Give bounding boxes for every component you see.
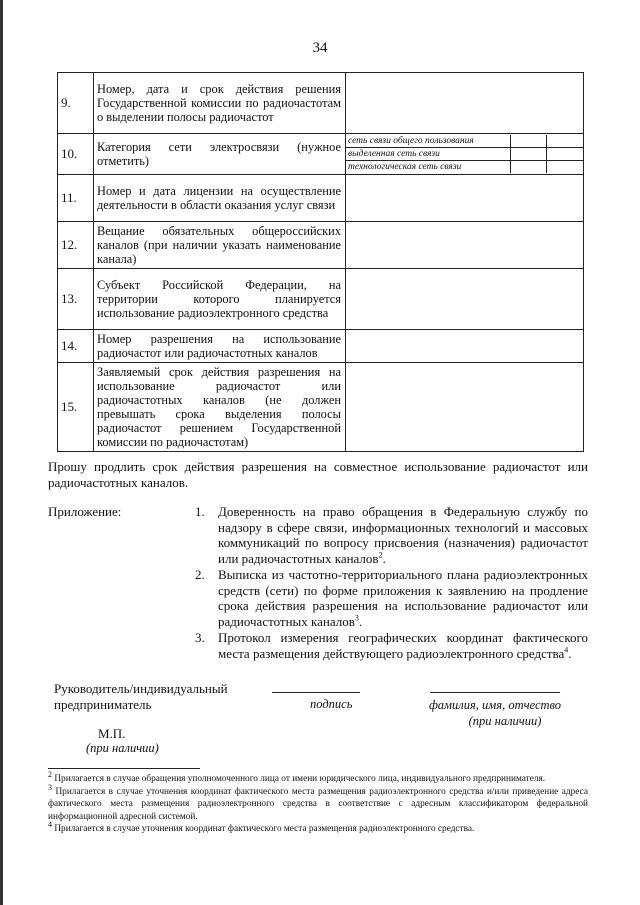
footnote-number: 3: [48, 782, 52, 792]
footnote-text: Прилагается в случае уточнения координат фактического места размещения радиоэлектронного средства.: [54, 824, 475, 834]
checkbox-technological-network[interactable]: [511, 161, 547, 174]
row-number: 11.: [58, 175, 94, 222]
table-row: [58, 269, 584, 330]
row-label: Субъект Российской Федерации, на территории которого планируется использование радиоэлектронного средства: [94, 269, 346, 330]
stamp-caption: (при наличии): [86, 741, 159, 755]
row-number: 14.: [58, 330, 94, 363]
signatory-label: [54, 681, 228, 713]
item-end: .: [382, 550, 386, 566]
name-caption-line: фамилия, имя, отчество: [428, 698, 562, 712]
row-value-field[interactable]: [346, 73, 584, 134]
footnote-ref: 4: [564, 645, 569, 655]
option-cell: [547, 161, 583, 174]
footnote: [48, 782, 588, 824]
signature-caption: подпись: [310, 697, 353, 711]
item-text: Доверенность на право обращения в Федеральную службу по надзору в сфере связи, информационных технологий и массовых коммуникаций по вопросу присвоения (назначения) радиочастот или радиочастотных каналов: [218, 504, 588, 566]
item-number: 1.: [195, 504, 205, 519]
checkbox-dedicated-network[interactable]: [511, 148, 547, 161]
page-number: 34: [312, 40, 328, 56]
table-row: [58, 330, 584, 363]
request-text: Прошу продлить срок действия разрешения на совместное использование радиочастот или радиочастотных каналов.: [48, 459, 588, 490]
table-row: [58, 363, 584, 452]
table-row: [58, 222, 584, 269]
row-number: 15.: [58, 363, 94, 452]
row-label: Номер разрешения на использование радиочастот или радиочастотных каналов: [94, 330, 346, 363]
attachments-label: Приложение:: [48, 504, 122, 519]
item-end: .: [358, 613, 363, 629]
footnote-number: 4: [48, 819, 52, 829]
signatory-label-line: предприниматель: [54, 697, 152, 712]
row-value-field[interactable]: [346, 363, 584, 452]
item-text: Протокол измерения географических координат фактического места размещения действующего радиоэлектронного средства: [218, 630, 588, 661]
footnote: [48, 819, 588, 836]
table-row: [58, 134, 584, 175]
item-end: .: [568, 645, 572, 661]
signature-line[interactable]: [272, 692, 360, 693]
scan-edge: [0, 0, 3, 905]
attachments-list: [195, 504, 588, 662]
name-caption: [420, 697, 570, 729]
item-number: 3.: [195, 630, 205, 645]
row-value-field[interactable]: [346, 175, 584, 222]
list-item: [195, 567, 588, 629]
footnote-ref: 3: [354, 613, 359, 623]
option-cell: [547, 148, 583, 161]
item-text: Выписка из частотно-территориального плана радиоэлектронных средств (сети) по форме приложения к заявлению на продление срока действия разрешения на использование радиочастот или радиочастотных каналов: [218, 567, 588, 629]
row-label: Вещание обязательных общероссийских каналов (при наличии указать наименование канала): [94, 222, 346, 269]
footnote-divider: [48, 768, 200, 769]
row-number: 13.: [58, 269, 94, 330]
row-value-field[interactable]: [346, 269, 584, 330]
stamp-label: М.П.: [98, 726, 126, 741]
checkbox-public-network[interactable]: [511, 135, 547, 148]
list-item: [195, 630, 588, 661]
table-row: [58, 73, 584, 134]
footnote-text: Прилагается в случае уточнения координат фактического места размещения радиоэлектронного средства и/или приведение адреса фактического места размещения радиоэлектронного средства в соответствие с адресным классификатором федеральной информационной адресной системой.: [48, 786, 588, 822]
footnotes: [48, 769, 588, 836]
option-cell: [547, 135, 583, 148]
table-row: [58, 175, 584, 222]
name-line[interactable]: [430, 692, 560, 693]
option-technological-network: технологическая сеть связи: [346, 161, 511, 174]
signatory-label-line: Руководитель/индивидуальный: [54, 681, 228, 696]
footnote-text: Прилагается в случае обращения уполномоченного лица от имени юридического лица, индивидуального предпринимателя.: [54, 774, 546, 784]
option-dedicated-network: выделенная сеть связи: [346, 148, 511, 161]
footnote-ref: 2: [378, 550, 383, 560]
option-public-network: сеть связи общего пользования: [346, 135, 511, 148]
list-item: [195, 504, 588, 566]
row-number: 9.: [58, 73, 94, 134]
application-form-table: [57, 72, 584, 452]
row-number: 10.: [58, 134, 94, 175]
row-label: Заявляемый срок действия разрешения на использование радиочастот или радиочастотных каналов (не должен превышать срока выделения полосы радиочастот решением Государственной комиссии по радиочастотам): [94, 363, 346, 452]
footnote-number: 2: [48, 769, 52, 779]
row-label: Категория сети электросвязи (нужное отметить): [94, 134, 346, 175]
item-number: 2.: [195, 567, 205, 582]
row-number: 12.: [58, 222, 94, 269]
row-label: Номер и дата лицензии на осуществление деятельности в области оказания услуг связи: [94, 175, 346, 222]
row-label: Номер, дата и срок действия решения Государственной комиссии по радиочастотам о выделении полосы радиочастот: [94, 73, 346, 134]
row-value-field[interactable]: [346, 222, 584, 269]
row-value-field[interactable]: [346, 330, 584, 363]
footnote: [48, 769, 588, 786]
network-category-options: [346, 134, 584, 175]
name-caption-line: (при наличии): [468, 714, 542, 728]
